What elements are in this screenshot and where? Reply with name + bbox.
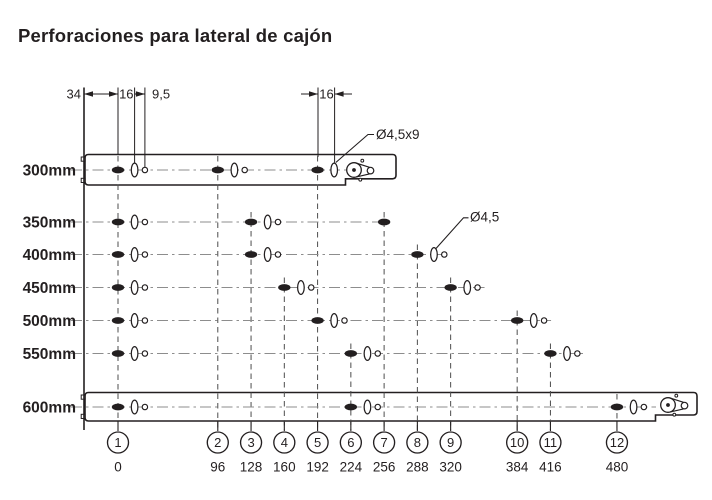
row-label-500mm: 500mm xyxy=(22,313,76,330)
column-value-2: 96 xyxy=(210,459,226,475)
hole-circle-600mm-0 xyxy=(142,404,147,409)
column-number-5: 5 xyxy=(313,435,322,450)
diagram-geometry xyxy=(23,88,697,475)
row-label-300mm: 300mm xyxy=(22,162,76,180)
slot-size-callout: Ø4,5x9 xyxy=(376,127,420,142)
column-value-3: 128 xyxy=(239,459,263,475)
row-label-350mm: 350mm xyxy=(22,214,76,232)
plate-600mm-center-dot xyxy=(666,403,670,407)
column-number-9: 9 xyxy=(447,435,455,450)
hole-circle-400mm-0 xyxy=(142,252,147,257)
hole-filled-450mm-320 xyxy=(444,284,456,291)
column-value-5: 192 xyxy=(306,459,329,475)
hole-slot-500mm-192 xyxy=(331,314,338,328)
hole-circle-350mm-0 xyxy=(142,219,147,224)
hole-slot-300mm-192 xyxy=(331,163,338,177)
hole-slot-550mm-416 xyxy=(564,347,571,361)
hole-filled-500mm-0 xyxy=(112,317,124,324)
dim-16r-arrow-left xyxy=(309,91,318,96)
column-value-8: 288 xyxy=(406,459,429,475)
column-number-8: 8 xyxy=(413,435,421,450)
hole-slot-400mm-128 xyxy=(264,248,271,262)
dim-16r-arrow-right xyxy=(335,91,344,96)
hole-circle-300mm-96 xyxy=(242,167,247,172)
column-number-11: 11 xyxy=(543,435,558,450)
hole-circle-450mm-320 xyxy=(475,285,480,290)
hole-slot-600mm-480 xyxy=(630,400,637,414)
hole-circle-450mm-160 xyxy=(309,285,314,290)
column-number-1: 1 xyxy=(114,435,122,450)
hole-filled-600mm-0 xyxy=(112,404,124,411)
column-number-2: 2 xyxy=(214,435,222,450)
plate-300mm-dot-top xyxy=(361,159,364,162)
column-number-10: 10 xyxy=(509,435,525,450)
hole-slot-600mm-0 xyxy=(131,400,138,414)
dim-16-left-label: 16 xyxy=(119,86,134,102)
dim-34-label: 34 xyxy=(66,86,81,102)
hole-slot-450mm-320 xyxy=(464,281,471,295)
hole-circle-500mm-192 xyxy=(342,318,347,323)
hole-filled-550mm-224 xyxy=(345,350,357,357)
hole-filled-500mm-384 xyxy=(511,317,523,324)
column-value-9: 320 xyxy=(439,459,462,475)
hole-filled-550mm-0 xyxy=(112,350,124,357)
row-label-400mm: 400mm xyxy=(22,247,76,264)
hole-slot-600mm-224 xyxy=(364,400,371,414)
hole-slot-350mm-128 xyxy=(264,215,271,229)
hole-slot-500mm-0 xyxy=(131,314,138,328)
hole-circle-550mm-224 xyxy=(375,351,380,356)
hole-filled-350mm-128 xyxy=(245,219,257,226)
dim-34-arrow-left xyxy=(84,91,93,96)
plate-300mm-dot-bottom xyxy=(359,178,362,181)
hole-circle-300mm-0 xyxy=(142,167,147,172)
column-number-12: 12 xyxy=(609,435,625,450)
hole-filled-500mm-192 xyxy=(311,317,323,324)
plate-300mm-center-dot xyxy=(352,168,356,172)
hole-slot-550mm-0 xyxy=(131,347,138,361)
hole-filled-400mm-0 xyxy=(112,251,124,258)
plate-300mm-small-circle xyxy=(367,167,374,174)
hole-slot-400mm-288 xyxy=(431,248,438,262)
hole-slot-500mm-384 xyxy=(530,314,537,328)
hole-filled-400mm-288 xyxy=(411,251,423,258)
column-value-1: 0 xyxy=(114,459,122,475)
hole-filled-600mm-224 xyxy=(345,404,357,411)
hole-filled-450mm-160 xyxy=(278,284,290,291)
row-label-550mm: 550mm xyxy=(22,346,76,363)
hole-filled-400mm-128 xyxy=(245,251,257,258)
column-number-3: 3 xyxy=(247,435,255,450)
column-value-10: 384 xyxy=(505,459,529,475)
hole-filled-550mm-416 xyxy=(544,350,556,357)
dim-9-5-label: 9,5 xyxy=(152,86,171,102)
hole-filled-600mm-480 xyxy=(611,404,623,411)
hole-slot-300mm-96 xyxy=(231,163,238,177)
hole-slot-550mm-224 xyxy=(364,347,371,361)
hole-slot-450mm-0 xyxy=(131,281,138,295)
row-label-600mm: 600mm xyxy=(22,399,76,417)
hole-circle-400mm-288 xyxy=(442,252,447,257)
hole-size-leader xyxy=(436,218,469,249)
hole-slot-400mm-0 xyxy=(131,248,138,262)
hole-filled-300mm-0 xyxy=(112,167,124,174)
hole-filled-450mm-0 xyxy=(112,284,124,291)
column-value-4: 160 xyxy=(273,459,296,475)
hole-slot-350mm-0 xyxy=(131,215,138,229)
hole-circle-500mm-0 xyxy=(142,318,147,323)
hole-filled-300mm-96 xyxy=(212,167,224,174)
hole-slot-300mm-0 xyxy=(131,163,138,177)
hole-slot-450mm-160 xyxy=(298,281,305,295)
column-value-7: 256 xyxy=(372,459,396,475)
column-number-6: 6 xyxy=(347,435,355,450)
hole-circle-350mm-128 xyxy=(275,219,280,224)
hole-circle-550mm-416 xyxy=(575,351,580,356)
dim-34-arrow-right xyxy=(109,91,118,96)
hole-filled-300mm-192 xyxy=(311,167,323,174)
rail-outline-600mm xyxy=(85,393,697,422)
hole-circle-400mm-128 xyxy=(275,252,280,257)
row-label-450mm: 450mm xyxy=(22,280,76,297)
hole-circle-450mm-0 xyxy=(142,285,147,290)
hole-circle-500mm-384 xyxy=(541,318,546,323)
column-value-6: 224 xyxy=(339,459,363,475)
hole-circle-550mm-0 xyxy=(142,351,147,356)
column-value-12: 480 xyxy=(605,459,629,475)
plate-600mm-dot-top xyxy=(675,394,678,397)
page-title: Perforaciones para lateral de cajón xyxy=(18,25,333,46)
column-number-4: 4 xyxy=(280,435,288,450)
dim-16-right-label: 16 xyxy=(319,86,334,102)
column-number-7: 7 xyxy=(380,435,388,450)
column-value-11: 416 xyxy=(539,459,562,475)
hole-circle-600mm-224 xyxy=(375,404,380,409)
plate-600mm-small-circle xyxy=(681,402,688,409)
hole-size-callout: Ø4,5 xyxy=(470,209,500,225)
dim-9-5-arrow xyxy=(136,91,145,96)
hole-filled-350mm-0 xyxy=(112,219,124,226)
hole-circle-600mm-480 xyxy=(641,404,646,409)
plate-600mm-dot-bottom xyxy=(673,413,676,416)
hole-filled-350mm-256 xyxy=(378,219,390,226)
